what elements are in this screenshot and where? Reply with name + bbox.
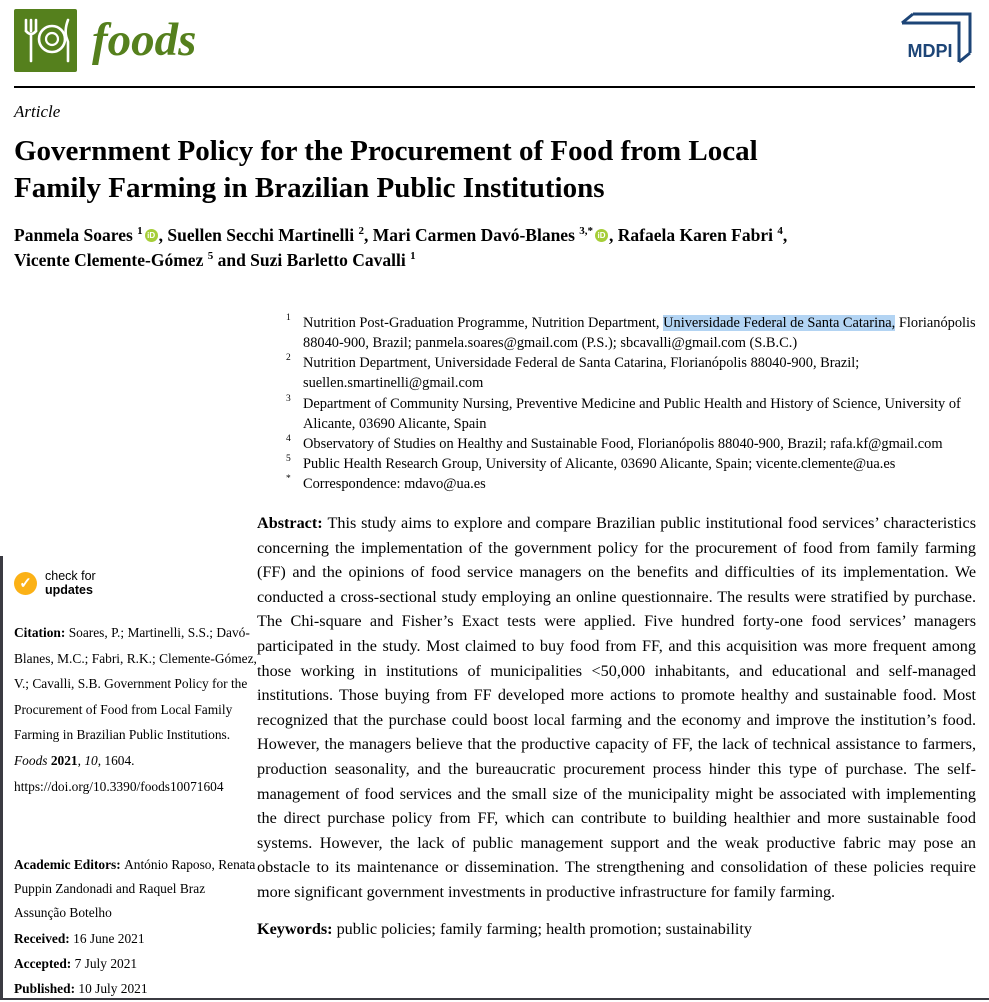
abstract-paragraph xyxy=(257,511,976,905)
text-segment: , Mari Carmen Davó-Blanes xyxy=(363,225,580,245)
text-segment: Department of Community Nursing, Preventive Medicine and Public Health and History of Science, University of Alicante, 03690 Alicante, Spain xyxy=(303,395,961,432)
date-value: 16 June 2021 xyxy=(73,931,145,946)
check-for-updates-badge[interactable] xyxy=(14,569,96,597)
text-segment: Citation: xyxy=(14,625,69,640)
text-segment: Observatory of Studies on Healthy and Sustainable Food, Florianópolis 88040-900, Brazil; rafa.kf@gmail.com xyxy=(303,435,943,452)
text-segment: Soares, P.; Martinelli, S.S.; Davó-Blanes, M.C.; Fabri, R.K.; Clemente-Gómez, V.; Cavalli, S.B. Government Policy for the Procurement of Food from Local Family Farming in Brazilian Public Institutions. xyxy=(14,625,257,743)
header-divider xyxy=(14,86,975,88)
text-segment: , 1604. https://doi.org/10.3390/​foods10071604 xyxy=(14,752,224,794)
text-segment: Family Farming in Brazilian Public Institutions xyxy=(14,171,605,204)
affiliation-row xyxy=(284,313,978,353)
crossmark-check-icon: ✓ xyxy=(14,572,37,595)
text-segment: Vicente Clemente-Gómez xyxy=(14,249,208,270)
text-segment: 4 xyxy=(777,225,783,238)
text-segment: public policies; family farming; health promotion; sustainability xyxy=(336,919,752,938)
text-segment: , Suellen Secchi Martinelli xyxy=(158,225,359,245)
affiliation-text xyxy=(303,396,961,432)
keywords-line xyxy=(257,917,976,942)
text-segment: This study aims to explore and compare Brazilian public institutional food services’ characteristics concerning the implementation of the government policy for the procurement of food from family farming (FF) and the opinions of food service managers on the benefits and difficulties of its implementation. We conducted a cross-sectional study employing an online questionnaire. The results were stratified by purchase. The Chi-square and Fisher’s Exact tests were applied. Five hundred forty-one food services’ managers participated in the study. Most claimed to buy food from FF, and this acquisition was more frequent among those working in institutions of municipalities <50,000 inhabitants, and educational and self-managed institutions. Those buying from FF developed more actions to promote healthy and sustainable food. Most recognized that the purchase could boost local farming and the economy and improve the institution’s food. However, the managers believe that the productive capacity of FF, the lack of technical assistance to farmers, production seasonality, and the bureaucratic procurement process hinder this type of purchase. The self-management of food services and the small size of the municipality might be associated with implementing the direct purchase policy from FF, which can contribute to building healthier and more sustainable food systems. However, the lack of public management support and the weak productive fabric may pose an obstacle to its maintenance or dissemination. The strengthening and consolidation of these policies require more significant government investments in productive infrastructure for family farming. xyxy=(257,514,976,901)
affiliation-number: * xyxy=(286,474,291,485)
mdpi-wordmark: MDPI xyxy=(907,41,953,61)
citation-block xyxy=(14,620,258,799)
text-segment: Keywords: xyxy=(257,919,337,938)
main-column xyxy=(257,511,976,941)
date-value: 7 July 2021 xyxy=(74,956,138,972)
text-segment: 5 xyxy=(207,249,214,262)
text-segment: Abstract: xyxy=(257,514,328,532)
text-segment: 3,* xyxy=(579,225,594,238)
academic-editors-block xyxy=(14,853,258,924)
date-label: Received: xyxy=(14,931,74,946)
history-dates xyxy=(14,926,258,1002)
masthead xyxy=(14,9,975,72)
affiliation-row xyxy=(284,353,978,393)
text-segment: Panmela Soares xyxy=(14,225,138,245)
date-label: Published: xyxy=(14,981,79,997)
date-label: Accepted: xyxy=(14,956,75,972)
affiliation-number: 1 xyxy=(286,313,291,323)
text-segment: , Rafaela Karen Fabri xyxy=(609,225,778,245)
text-segment: Correspondence: mdavo@ua.es xyxy=(303,476,486,493)
affiliation-row xyxy=(284,434,978,454)
affiliation-text xyxy=(303,436,943,452)
text-segment: Nutrition Post-Graduation Programme, Nutrition Department, xyxy=(303,315,664,331)
text-segment: 2021 xyxy=(50,752,78,768)
article-title xyxy=(14,133,975,206)
left-edge-rule xyxy=(0,556,3,1000)
date-row xyxy=(14,951,258,976)
article-type-label: Article xyxy=(14,102,61,121)
orcid-icon[interactable]: iD xyxy=(145,229,158,242)
affiliation-number: 5 xyxy=(286,454,291,465)
left-sidebar xyxy=(14,567,258,1000)
text-segment: , xyxy=(782,225,788,245)
selected-text-highlight: Universidade Federal de Santa Catarina, xyxy=(663,315,896,331)
affiliation-number: 2 xyxy=(286,353,291,364)
text-segment: Government Policy for the Procurement of Food from Local xyxy=(14,135,758,167)
text-segment: , xyxy=(77,752,85,768)
crossmark-label-line1: check for xyxy=(45,569,96,583)
text-segment: and Suzi Barletto Cavalli xyxy=(213,249,411,270)
journal-brand xyxy=(14,9,196,72)
affiliation-number: 3 xyxy=(286,393,291,404)
foods-journal-logo-icon xyxy=(14,9,77,72)
text-segment: 1 xyxy=(137,225,143,238)
text-segment: Florianópolis 88040-900, Brazil; panmela.soares@gmail.com (P.S.); sbcavalli@gmail.com (S.B.C.) xyxy=(303,315,976,352)
text-segment: 10 xyxy=(84,752,98,768)
affiliation-text xyxy=(303,456,895,472)
crossmark-label-line2: updates xyxy=(45,583,93,597)
text-segment: António Raposo, Renata Puppin Zandonadi and Raquel Braz Assunção Botelho xyxy=(14,857,256,920)
affiliation-row xyxy=(284,394,978,434)
affiliation-text xyxy=(303,355,859,391)
text-segment: 2 xyxy=(358,225,364,238)
text-segment: Foods xyxy=(14,752,51,768)
mdpi-logo xyxy=(897,9,975,72)
text-segment: 1 xyxy=(410,249,416,262)
affiliation-list xyxy=(284,313,978,494)
affiliation-text xyxy=(303,315,976,351)
date-row xyxy=(14,926,258,951)
text-segment: Academic Editors: xyxy=(14,857,125,872)
journal-name: foods xyxy=(92,14,197,66)
crossmark-label xyxy=(45,569,96,597)
affiliation-row xyxy=(284,474,978,494)
text-segment: Public Health Research Group, University of Alicante, 03690 Alicante, Spain; vicente.clemente@ua.es xyxy=(303,456,896,473)
affiliation-row xyxy=(284,454,978,474)
affiliation-number: 4 xyxy=(286,433,291,444)
affiliation-text xyxy=(303,476,486,492)
date-value: 10 July 2021 xyxy=(78,981,148,997)
text-segment: Nutrition Department, Universidade Federal de Santa Catarina, Florianópolis 88040-900, Brazil; suellen.smartinelli@gmail.com xyxy=(303,355,860,392)
author-line xyxy=(14,223,975,272)
orcid-icon[interactable]: iD xyxy=(595,229,608,242)
